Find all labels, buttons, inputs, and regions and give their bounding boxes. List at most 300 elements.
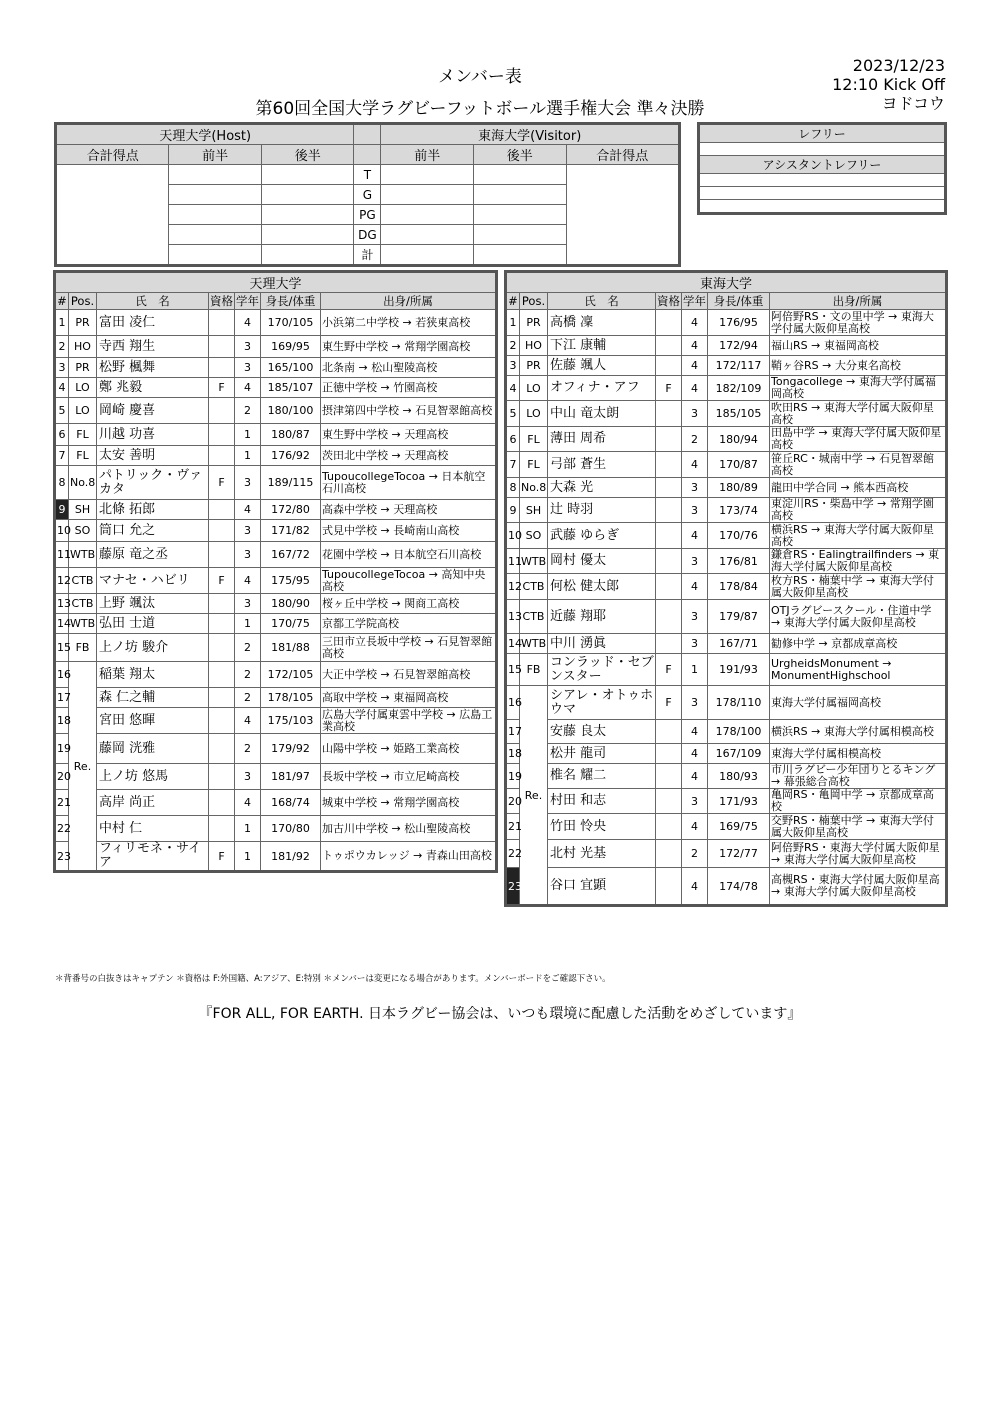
qualification xyxy=(656,523,682,549)
qualification: F xyxy=(656,686,682,720)
height-weight: 170/105 xyxy=(261,310,321,336)
roster-number: 15 xyxy=(55,634,69,662)
qualification xyxy=(656,868,682,906)
background: 城東中学校 → 常翔学園高校 xyxy=(321,790,497,816)
roster-number: 1 xyxy=(506,310,520,336)
score-row-label: G xyxy=(354,185,381,205)
height-weight: 189/115 xyxy=(261,466,321,500)
grade: 1 xyxy=(235,842,261,872)
height-weight: 181/92 xyxy=(261,842,321,872)
player-row xyxy=(506,744,947,764)
position: WTB xyxy=(69,542,97,568)
footnote: ＊背番号の白抜きはキャプテン ＊資格は F:外国籍、A:アジア、E:特別 ＊メンバーは変更になる場合があります。メンバーボードをご確認下さい。 xyxy=(55,974,611,984)
grade: 3 xyxy=(682,789,708,814)
player-name: 大森 光 xyxy=(548,478,656,498)
background: TupoucollegeTocoa → 日本航空石川高校 xyxy=(321,466,497,500)
height-weight: 180/93 xyxy=(708,764,770,789)
player-name: 下江 康輔 xyxy=(548,336,656,356)
player-row xyxy=(55,594,497,614)
player-row xyxy=(506,600,947,634)
roster-number: 15 xyxy=(506,654,520,686)
roster-number: 19 xyxy=(55,734,69,764)
score-row-label: T xyxy=(354,165,381,185)
player-row xyxy=(506,720,947,744)
qualification xyxy=(656,574,682,600)
position: HO xyxy=(69,336,97,358)
background: TupoucollegeTocoa → 高知中央高校 xyxy=(321,568,497,594)
referee-label: レフリー xyxy=(699,124,946,143)
grade: 3 xyxy=(235,466,261,500)
player-name: 高橋 凜 xyxy=(548,310,656,336)
background: 東海大学付属相模高校 xyxy=(770,744,947,764)
height-weight: 180/90 xyxy=(261,594,321,614)
grade: 1 xyxy=(235,614,261,634)
roster-number: 16 xyxy=(55,662,69,688)
qualification xyxy=(656,720,682,744)
roster-number: 19 xyxy=(506,764,520,789)
qualification xyxy=(209,708,235,734)
roster-number: 11 xyxy=(506,549,520,574)
player-name: 藤原 竜之丞 xyxy=(97,542,209,568)
player-row xyxy=(55,688,497,708)
player-row xyxy=(506,498,947,523)
player-row xyxy=(506,574,947,600)
grade: 4 xyxy=(682,720,708,744)
qualification xyxy=(209,594,235,614)
roster-number: 21 xyxy=(506,814,520,840)
col-pos: Pos. xyxy=(520,293,548,310)
background: 三田市立長坂中学校 → 石見智翠館高校 xyxy=(321,634,497,662)
height-weight: 178/110 xyxy=(708,686,770,720)
player-row xyxy=(55,358,497,378)
background: 枚方RS・楠葉中学 → 東海大学付属大阪仰星高校 xyxy=(770,574,947,600)
player-row xyxy=(506,401,947,427)
player-row xyxy=(55,310,497,336)
qualification xyxy=(656,789,682,814)
player-name: 村田 和志 xyxy=(548,789,656,814)
kickoff-time: 12:10 Kick Off xyxy=(832,75,945,94)
qualification xyxy=(209,816,235,842)
player-row xyxy=(55,378,497,398)
height-weight: 176/95 xyxy=(708,310,770,336)
background: 田島中学 → 東海大学付属大阪仰星高校 xyxy=(770,427,947,452)
qualification xyxy=(209,446,235,466)
position: LO xyxy=(520,401,548,427)
player-name: 谷口 宜顕 xyxy=(548,868,656,906)
height-weight: 191/93 xyxy=(708,654,770,686)
height-weight: 171/93 xyxy=(708,789,770,814)
reserve-label: Re. xyxy=(69,662,97,872)
home-total-cell xyxy=(56,165,169,266)
background: 桜ヶ丘中学校 → 関商工高校 xyxy=(321,594,497,614)
player-name: 中山 竜太朗 xyxy=(548,401,656,427)
position: CTB xyxy=(69,568,97,594)
height-weight: 181/88 xyxy=(261,634,321,662)
background: 式見中学校 → 長崎南山高校 xyxy=(321,520,497,542)
height-weight: 170/80 xyxy=(261,816,321,842)
player-row xyxy=(55,614,497,634)
grade: 3 xyxy=(682,634,708,654)
background: 高槻RS・東海大学付属大阪仰星高 → 東海大学付属大阪仰星高校 xyxy=(770,868,947,906)
height-weight: 167/71 xyxy=(708,634,770,654)
player-row xyxy=(55,708,497,734)
col-no: # xyxy=(55,293,69,310)
height-weight: 170/87 xyxy=(708,452,770,478)
player-name: 宮田 悠暉 xyxy=(97,708,209,734)
qualification xyxy=(209,520,235,542)
venue: ヨドコウ xyxy=(881,94,945,113)
player-name: 椎名 耀二 xyxy=(548,764,656,789)
grade: 3 xyxy=(235,358,261,378)
col-name: 氏 名 xyxy=(97,293,209,310)
roster-number: 13 xyxy=(506,600,520,634)
background: 高取中学校 → 東福岡高校 xyxy=(321,688,497,708)
grade: 4 xyxy=(235,500,261,520)
qualification xyxy=(209,734,235,764)
grade: 4 xyxy=(235,790,261,816)
background: 阿倍野RS・文の里中学 → 東海大学付属大阪仰星高校 xyxy=(770,310,947,336)
position: LO xyxy=(69,378,97,398)
qualification xyxy=(209,764,235,790)
roster-number: 22 xyxy=(55,816,69,842)
col-qual: 資格 xyxy=(657,294,680,308)
position: CTB xyxy=(69,594,97,614)
player-name: 近藤 翔耶 xyxy=(548,600,656,634)
tournament-title: 第60回全国大学ラグビーフットボール選手権大会 準々決勝 xyxy=(255,99,705,119)
position: WTB xyxy=(520,549,548,574)
roster-number: 17 xyxy=(55,688,69,708)
background: Tongacollege → 東海大学付属福岡高校 xyxy=(770,376,947,401)
grade: 4 xyxy=(235,568,261,594)
background: 東生野中学校 → 天理高校 xyxy=(321,424,497,446)
background: 福山RS → 東福岡高校 xyxy=(770,336,947,356)
roster-number: 7 xyxy=(55,446,69,466)
roster-number: 14 xyxy=(506,634,520,654)
away-second-label: 後半 xyxy=(473,145,566,165)
away-total-label: 合計得点 xyxy=(566,145,679,165)
position: HO xyxy=(520,336,548,356)
height-weight: 175/95 xyxy=(261,568,321,594)
player-row xyxy=(506,654,947,686)
background: OTJラグビースクール・住道中学 → 東海大学付属大阪仰星高校 xyxy=(770,600,947,634)
background: 東淀川RS・柴島中学 → 常翔学園高校 xyxy=(770,498,947,523)
height-weight: 167/109 xyxy=(708,744,770,764)
player-name: 北村 光基 xyxy=(548,840,656,868)
grade: 4 xyxy=(682,376,708,401)
player-row xyxy=(55,424,497,446)
qualification xyxy=(656,549,682,574)
background: 吹田RS → 東海大学付属大阪仰星高校 xyxy=(770,401,947,427)
player-name: 中川 湧眞 xyxy=(548,634,656,654)
roster-number: 18 xyxy=(506,744,520,764)
roster-number: 4 xyxy=(506,376,520,401)
height-weight: 175/103 xyxy=(261,708,321,734)
background: 茨田北中学校 → 天理高校 xyxy=(321,446,497,466)
position: PR xyxy=(520,356,548,376)
background: 横浜RS → 東海大学付属相模高校 xyxy=(770,720,947,744)
grade: 2 xyxy=(235,398,261,424)
background: 京都工学院高校 xyxy=(321,614,497,634)
qualification xyxy=(209,500,235,520)
player-name: 太安 善明 xyxy=(97,446,209,466)
qualification xyxy=(209,336,235,358)
roster-number: 21 xyxy=(55,790,69,816)
background: 山陽中学校 → 姫路工業高校 xyxy=(321,734,497,764)
player-row xyxy=(55,842,497,872)
home-roster-table xyxy=(53,270,498,873)
background: 笹丘RC・城南中学 → 石見智翠館高校 xyxy=(770,452,947,478)
roster-number: 3 xyxy=(506,356,520,376)
roster-number: 3 xyxy=(55,358,69,378)
background: 小浜第二中学校 → 若狭東高校 xyxy=(321,310,497,336)
grade: 2 xyxy=(682,840,708,868)
qualification xyxy=(656,814,682,840)
position: WTB xyxy=(520,634,548,654)
player-name: 佐藤 颯人 xyxy=(548,356,656,376)
grade: 2 xyxy=(235,688,261,708)
height-weight: 176/92 xyxy=(261,446,321,466)
roster-number: 9 xyxy=(55,500,69,520)
roster-number: 5 xyxy=(506,401,520,427)
player-name: 中村 仁 xyxy=(97,816,209,842)
grade: 4 xyxy=(682,574,708,600)
player-row xyxy=(506,814,947,840)
player-row xyxy=(506,523,947,549)
officials-table xyxy=(697,122,947,215)
position: FL xyxy=(520,452,548,478)
roster-number: 9 xyxy=(506,498,520,523)
player-name: 稲葉 翔太 xyxy=(97,662,209,688)
grade: 1 xyxy=(235,424,261,446)
player-row xyxy=(506,549,947,574)
player-name: 川越 功喜 xyxy=(97,424,209,446)
grade: 4 xyxy=(235,708,261,734)
background: 加古川中学校 → 松山聖陵高校 xyxy=(321,816,497,842)
player-row xyxy=(55,398,497,424)
position: No.8 xyxy=(69,466,97,500)
position: No.8 xyxy=(520,478,548,498)
position: PR xyxy=(69,358,97,378)
col-grade: 学年 xyxy=(683,294,706,308)
background: 正徳中学校 → 竹園高校 xyxy=(321,378,497,398)
background: 大正中学校 → 石見智翠館高校 xyxy=(321,662,497,688)
roster-number: 8 xyxy=(55,466,69,500)
roster-number: 18 xyxy=(55,708,69,734)
col-no: # xyxy=(506,293,520,310)
away-roster-table xyxy=(504,270,948,907)
position: LO xyxy=(520,376,548,401)
grade: 4 xyxy=(235,378,261,398)
slogan: 『FOR ALL, FOR EARTH. 日本ラグビー協会は、いつも環境に配慮した活動をめざしています』 xyxy=(198,1006,802,1022)
player-name: オフィナ・アフ xyxy=(548,376,656,401)
qualification xyxy=(656,634,682,654)
player-row xyxy=(506,764,947,789)
grade: 4 xyxy=(235,310,261,336)
score-row-label: 計 xyxy=(354,245,381,266)
background: 鞘ヶ谷RS → 大分東名高校 xyxy=(770,356,947,376)
height-weight: 179/87 xyxy=(708,600,770,634)
grade: 2 xyxy=(235,662,261,688)
page-title: メンバー表 xyxy=(438,67,522,87)
grade: 4 xyxy=(682,523,708,549)
roster-number: 8 xyxy=(506,478,520,498)
grade: 3 xyxy=(682,401,708,427)
col-qual: 資格 xyxy=(210,294,233,308)
qualification: F xyxy=(656,376,682,401)
player-row xyxy=(55,446,497,466)
score-table xyxy=(54,122,681,267)
grade: 3 xyxy=(682,478,708,498)
roster-number: 1 xyxy=(55,310,69,336)
height-weight: 181/97 xyxy=(261,764,321,790)
position: PR xyxy=(520,310,548,336)
roster-number: 5 xyxy=(55,398,69,424)
player-name: マナセ・ハビリ xyxy=(97,568,209,594)
away-roster-title: 東海大学 xyxy=(506,272,947,293)
grade: 3 xyxy=(235,520,261,542)
qualification xyxy=(656,356,682,376)
qualification xyxy=(209,688,235,708)
height-weight: 185/105 xyxy=(708,401,770,427)
position: CTB xyxy=(520,574,548,600)
position: CTB xyxy=(520,600,548,634)
qualification: F xyxy=(209,842,235,872)
roster-number: 4 xyxy=(55,378,69,398)
roster-number: 20 xyxy=(506,789,520,814)
height-weight: 180/100 xyxy=(261,398,321,424)
roster-number: 10 xyxy=(55,520,69,542)
height-weight: 171/82 xyxy=(261,520,321,542)
home-total-label: 合計得点 xyxy=(56,145,169,165)
qualification xyxy=(209,310,235,336)
roster-number: 12 xyxy=(506,574,520,600)
background: 東生野中学校 → 常翔学園高校 xyxy=(321,336,497,358)
player-name: 岡崎 慶喜 xyxy=(97,398,209,424)
qualification xyxy=(656,452,682,478)
player-name: 富田 凌仁 xyxy=(97,310,209,336)
qualification xyxy=(209,634,235,662)
qualification: F xyxy=(209,378,235,398)
roster-number: 16 xyxy=(506,686,520,720)
col-org: 出身/所属 xyxy=(321,293,497,310)
height-weight: 178/100 xyxy=(708,720,770,744)
height-weight: 174/78 xyxy=(708,868,770,906)
player-name: 松井 龍司 xyxy=(548,744,656,764)
player-name: 上ノ坊 駿介 xyxy=(97,634,209,662)
grade: 2 xyxy=(682,427,708,452)
background: 北条南 → 松山聖陵高校 xyxy=(321,358,497,378)
assistant-referee-label: アシスタントレフリー xyxy=(699,156,946,174)
grade: 3 xyxy=(235,542,261,568)
roster-number: 6 xyxy=(55,424,69,446)
player-row xyxy=(55,500,497,520)
height-weight: 173/74 xyxy=(708,498,770,523)
player-row xyxy=(55,568,497,594)
player-row xyxy=(55,734,497,764)
roster-number: 22 xyxy=(506,840,520,868)
qualification xyxy=(656,840,682,868)
player-row xyxy=(506,427,947,452)
roster-number: 13 xyxy=(55,594,69,614)
qualification: F xyxy=(656,654,682,686)
home-team-header: 天理大学(Host) xyxy=(56,124,354,145)
qualification xyxy=(656,401,682,427)
height-weight: 167/72 xyxy=(261,542,321,568)
player-row xyxy=(506,376,947,401)
player-name: 武藤 ゆらぎ xyxy=(548,523,656,549)
player-row xyxy=(506,840,947,868)
col-pos: Pos. xyxy=(69,293,97,310)
height-weight: 180/87 xyxy=(261,424,321,446)
grade: 1 xyxy=(682,654,708,686)
col-grade: 学年 xyxy=(236,294,259,308)
player-name: 岡村 優太 xyxy=(548,549,656,574)
player-name: 筒口 允之 xyxy=(97,520,209,542)
position: PR xyxy=(69,310,97,336)
position: WTB xyxy=(69,614,97,634)
player-row xyxy=(506,478,947,498)
position: FB xyxy=(520,654,548,686)
player-name: 北條 拓郎 xyxy=(97,500,209,520)
background: 交野RS・楠葉中学 → 東海大学付属大阪仰星高校 xyxy=(770,814,947,840)
background: 亀岡RS・亀岡中学 → 京都成章高校 xyxy=(770,789,947,814)
grade: 4 xyxy=(682,868,708,906)
qualification xyxy=(656,764,682,789)
background: 東海大学付属福岡高校 xyxy=(770,686,947,720)
player-name: 弘田 士道 xyxy=(97,614,209,634)
player-name: シアレ・オトゥホウマ xyxy=(548,686,656,720)
grade: 1 xyxy=(235,816,261,842)
position: FL xyxy=(69,446,97,466)
score-row-label: DG xyxy=(354,225,381,245)
player-name: 森 仁之輔 xyxy=(97,688,209,708)
grade: 4 xyxy=(682,452,708,478)
roster-number: 11 xyxy=(55,542,69,568)
player-name: 高岸 尚正 xyxy=(97,790,209,816)
background: 市川ラグビー少年団りとるキング → 幕張総合高校 xyxy=(770,764,947,789)
height-weight: 169/95 xyxy=(261,336,321,358)
player-row xyxy=(506,789,947,814)
height-weight: 169/75 xyxy=(708,814,770,840)
player-row xyxy=(55,336,497,358)
qualification xyxy=(656,427,682,452)
height-weight: 180/94 xyxy=(708,427,770,452)
player-name: パトリック・ヴァカタ xyxy=(97,466,209,500)
height-weight: 165/100 xyxy=(261,358,321,378)
match-date: 2023/12/23 xyxy=(852,56,945,75)
roster-number: 20 xyxy=(55,764,69,790)
background: 阿倍野RS・東海大学付属大阪仰星 → 東海大学付属大阪仰星高校 xyxy=(770,840,947,868)
grade: 1 xyxy=(235,446,261,466)
height-weight: 180/89 xyxy=(708,478,770,498)
background: 勧修中学 → 京都成章高校 xyxy=(770,634,947,654)
player-row xyxy=(506,452,947,478)
background: 摂津第四中学校 → 石見智翠館高校 xyxy=(321,398,497,424)
height-weight: 178/105 xyxy=(261,688,321,708)
height-weight: 168/74 xyxy=(261,790,321,816)
player-row xyxy=(55,542,497,568)
player-name: 薄田 周希 xyxy=(548,427,656,452)
col-name: 氏 名 xyxy=(548,293,656,310)
player-name: 辻 時羽 xyxy=(548,498,656,523)
player-name: コンラッド・セブンスター xyxy=(548,654,656,686)
qualification xyxy=(656,600,682,634)
background: 龍田中学合同 → 熊本西高校 xyxy=(770,478,947,498)
grade: 3 xyxy=(235,764,261,790)
player-row xyxy=(506,336,947,356)
player-row xyxy=(506,686,947,720)
qualification xyxy=(656,744,682,764)
